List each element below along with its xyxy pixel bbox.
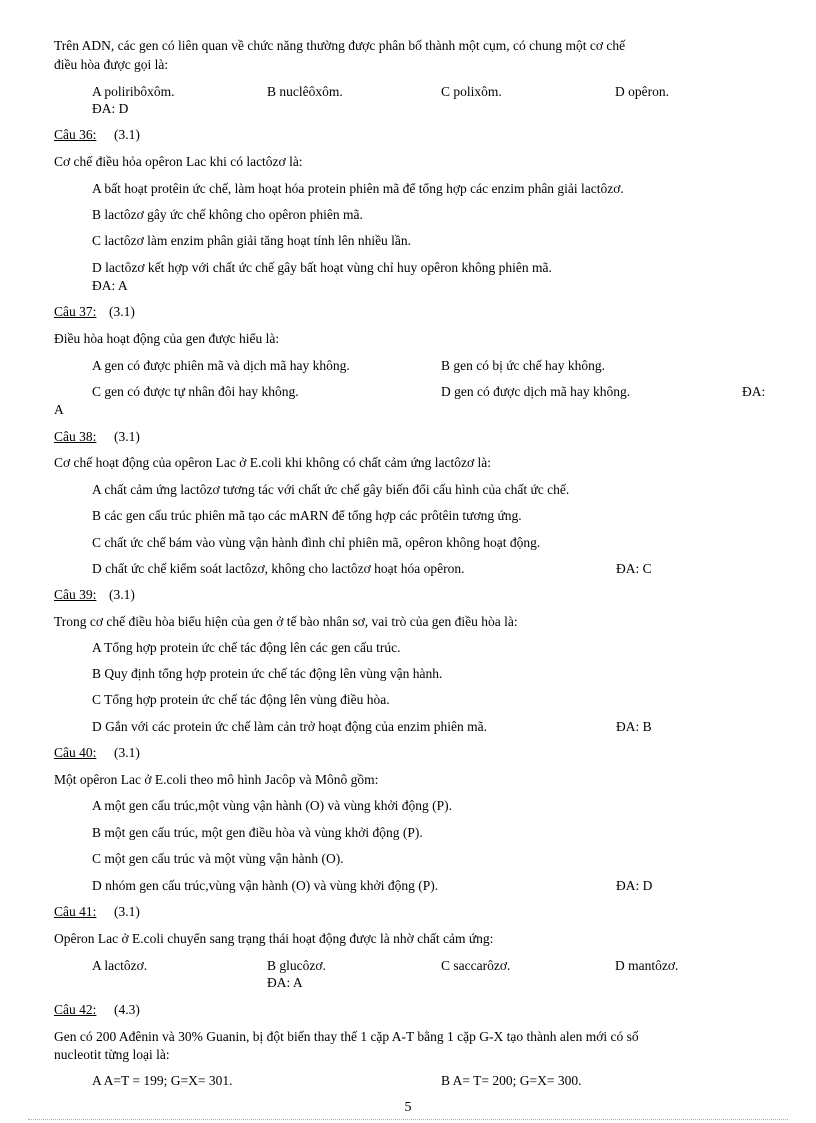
question-stem-line-1: Gen có 200 Ađênin và 30% Guanin, bị đột biến thay thế 1 cặp A-T bằng 1 cặp G-X tạo thành alen mới có số [54, 1029, 639, 1044]
option-d: D mantôzơ. [615, 958, 679, 973]
option-a: A A=T = 199; G=X= 301. [92, 1073, 233, 1088]
question-stem-line-2: nucleotit từng loại là: [54, 1047, 170, 1062]
question-title: Câu 39: [54, 587, 97, 602]
option-d: D gen có được dịch mã hay không. [441, 384, 631, 399]
question-stem: Điều hòa hoạt động của gen được hiểu là: [54, 331, 280, 346]
intro-option-c: C polixôm. [441, 84, 502, 99]
option-c: C một gen cấu trúc và một vùng vận hành (O). [92, 851, 344, 866]
answer: ĐA: C [616, 561, 652, 576]
question-title: Câu 38: [54, 429, 97, 444]
intro-option-d: D opêron. [615, 84, 669, 99]
option-c: C chất ức chế bám vào vùng vận hành đình chỉ phiên mã, opêron không hoạt động. [92, 535, 541, 550]
intro-stem-line-1: Trên ADN, các gen có liên quan về chức năng thường được phân bố thành một cụm, có chung một cơ chế [54, 38, 626, 53]
question-score: (3.1) [109, 587, 135, 602]
option-a: A bất hoạt protêin ức chế, làm hoạt hóa protein phiên mã để tổng hợp các enzim phân giải lactôzơ. [92, 181, 624, 196]
question-score: (3.1) [114, 127, 140, 142]
question-score: (3.1) [114, 904, 140, 919]
intro-answer: ĐA: D [92, 101, 129, 116]
option-a: A chất cảm ứng lactôzơ tương tác với chất ức chế gây biến đổi cấu hình của chất ức chế. [92, 482, 570, 497]
answer-value: A [54, 402, 64, 417]
question-stem: Trong cơ chế điều hòa biểu hiện của gen ở tế bào nhân sơ, vai trò của gen điều hòa là: [54, 614, 518, 629]
option-b: B một gen cấu trúc, một gen điều hòa và vùng khởi động (P). [92, 825, 423, 840]
question-score: (3.1) [114, 745, 140, 760]
option-c: C saccarôzơ. [441, 958, 511, 973]
page-number: 5 [404, 1100, 412, 1115]
option-c: C Tổng hợp protein ức chế tác động lên vùng điều hòa. [92, 692, 390, 707]
option-b: B Quy định tổng hợp protein ức chế tác động lên vùng vận hành. [92, 666, 443, 681]
option-c: C lactôzơ làm enzim phân giải tăng hoạt tính lên nhiều lần. [92, 233, 412, 248]
intro-option-b: B nuclêôxôm. [267, 84, 343, 99]
option-d: D lactôzơ kết hợp với chất ức chế gây bất hoạt vùng chỉ huy opêron không phiên mã. [92, 260, 552, 275]
option-b: B A= T= 200; G=X= 300. [441, 1073, 582, 1088]
question-title: Câu 36: [54, 127, 97, 142]
footer-divider [28, 1119, 788, 1120]
answer: ĐA: A [267, 975, 303, 990]
option-b: B glucôzơ. [267, 958, 326, 973]
answer-label: ĐA: [742, 384, 766, 399]
option-a: A gen có được phiên mã và dịch mã hay không. [92, 358, 350, 373]
question-stem: Cơ chế điều hỏa opêron Lac khi có lactôzơ là: [54, 154, 303, 169]
option-b: B lactôzơ gây ức chế không cho opêron phiên mã. [92, 207, 363, 222]
option-b: B gen có bị ức chế hay không. [441, 358, 606, 373]
question-stem: Opêron Lac ở E.coli chuyển sang trạng thái hoạt động được là nhờ chất cảm ứng: [54, 931, 494, 946]
question-score: (3.1) [109, 304, 135, 319]
answer: ĐA: D [616, 878, 653, 893]
question-score: (4.3) [114, 1002, 140, 1017]
option-a: A Tổng hợp protein ức chế tác động lên các gen cấu trúc. [92, 640, 401, 655]
option-b: B các gen cấu trúc phiên mã tạo các mARN để tổng hợp các prôtêin tương ứng. [92, 508, 522, 523]
option-a: A một gen cấu trúc,một vùng vận hành (O) và vùng khởi động (P). [92, 798, 452, 813]
question-title: Câu 42: [54, 1002, 97, 1017]
option-d: D nhóm gen cấu trúc,vùng vận hành (O) và vùng khởi động (P). [92, 878, 439, 893]
option-d: D chất ức chế kiểm soát lactôzơ, không cho lactôzơ hoạt hóa opêron. [92, 561, 465, 576]
question-stem: Một opêron Lac ở E.coli theo mô hình Jacôp và Mônô gồm: [54, 772, 379, 787]
intro-stem-line-2: điều hòa được gọi là: [54, 57, 169, 72]
intro-option-a: A poliribôxôm. [92, 84, 175, 99]
question-stem: Cơ chế hoạt động của opêron Lac ở E.coli khi không có chất cảm ứng lactôzơ là: [54, 455, 491, 470]
answer: ĐA: B [616, 719, 652, 734]
question-score: (3.1) [114, 429, 140, 444]
question-title: Câu 40: [54, 745, 97, 760]
option-c: C gen có được tự nhân đôi hay không. [92, 384, 299, 399]
option-d: D Gắn với các protein ức chế làm cản trở hoạt động của enzim phiên mã. [92, 719, 487, 734]
option-a: A lactôzơ. [92, 958, 148, 973]
question-title: Câu 41: [54, 904, 97, 919]
question-title: Câu 37: [54, 304, 97, 319]
answer: ĐA: A [92, 278, 128, 293]
